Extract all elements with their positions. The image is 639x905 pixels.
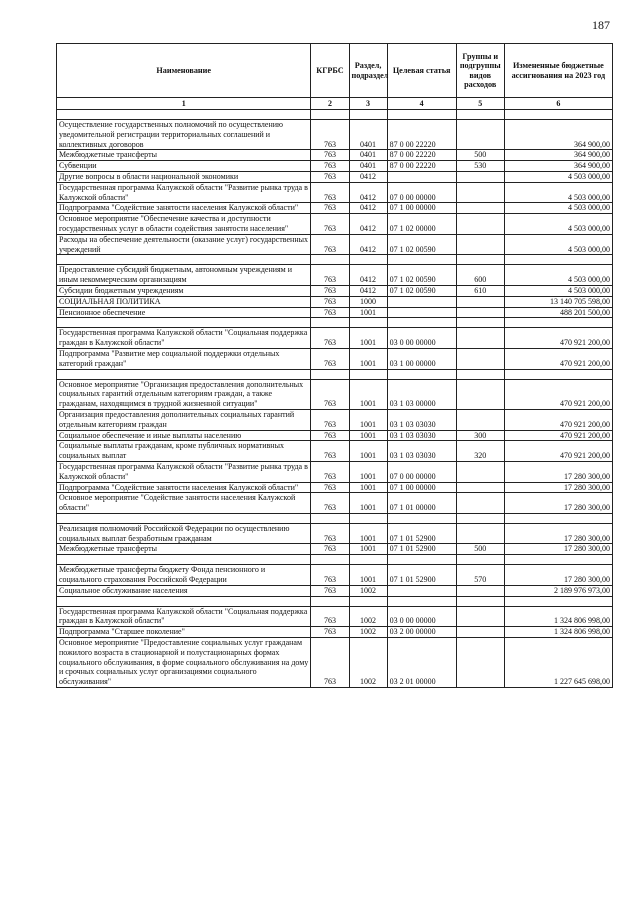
row-amount: 364 900,00 bbox=[504, 161, 612, 172]
spacer-cell bbox=[387, 596, 456, 606]
row-target: 07 1 02 00590 bbox=[387, 285, 456, 296]
row-amount: 4 503 000,00 bbox=[504, 234, 612, 255]
spacer-cell bbox=[57, 369, 311, 379]
row-name: Предоставление субсидий бюджетным, автономным учреждениям и иным некоммерческим организациям bbox=[57, 265, 311, 286]
row-name: Другие вопросы в области национальной экономики bbox=[57, 171, 311, 182]
row-name: СОЦИАЛЬНАЯ ПОЛИТИКА bbox=[57, 296, 311, 307]
row-group bbox=[456, 171, 504, 182]
row-group: 610 bbox=[456, 285, 504, 296]
row-group bbox=[456, 638, 504, 688]
table-row bbox=[57, 638, 613, 688]
table-row bbox=[57, 461, 613, 482]
row-name: Межбюджетные трансферты bbox=[57, 544, 311, 555]
row-group bbox=[456, 493, 504, 514]
row-section: 0412 bbox=[349, 203, 387, 214]
spacer-row bbox=[57, 110, 613, 120]
row-name: Государственная программа Калужской области "Социальная поддержка граждан в Калужской области" bbox=[57, 328, 311, 349]
row-kgrbs: 763 bbox=[311, 203, 349, 214]
row-name: Основное мероприятие "Содействие занятости населения Калужской области" bbox=[57, 493, 311, 514]
row-name: Подпрограмма "Старшее поколение" bbox=[57, 627, 311, 638]
row-kgrbs: 763 bbox=[311, 461, 349, 482]
table-row bbox=[57, 234, 613, 255]
spacer-cell bbox=[349, 555, 387, 565]
row-group bbox=[456, 379, 504, 409]
spacer-cell bbox=[387, 110, 456, 120]
spacer-cell bbox=[387, 369, 456, 379]
row-amount: 4 503 000,00 bbox=[504, 182, 612, 203]
table-row bbox=[57, 493, 613, 514]
row-target: 07 1 01 00000 bbox=[387, 493, 456, 514]
row-section: 0412 bbox=[349, 265, 387, 286]
row-group: 300 bbox=[456, 430, 504, 441]
table-row bbox=[57, 565, 613, 586]
spacer-cell bbox=[311, 110, 349, 120]
row-kgrbs: 763 bbox=[311, 430, 349, 441]
spacer-cell bbox=[349, 255, 387, 265]
row-group: 320 bbox=[456, 441, 504, 462]
column-number-row bbox=[57, 98, 613, 110]
row-name: Государственная программа Калужской области "Развитие рынка труда в Калужской области" bbox=[57, 461, 311, 482]
row-name: Организация предоставления дополнительных социальных гарантий отдельным категориям граждан bbox=[57, 409, 311, 430]
row-kgrbs: 763 bbox=[311, 265, 349, 286]
row-name: Межбюджетные трансферты bbox=[57, 150, 311, 161]
row-section: 1000 bbox=[349, 296, 387, 307]
row-target: 07 1 01 52900 bbox=[387, 544, 456, 555]
spacer-cell bbox=[456, 555, 504, 565]
row-amount: 2 189 976 973,00 bbox=[504, 585, 612, 596]
row-section: 1001 bbox=[349, 565, 387, 586]
row-group bbox=[456, 307, 504, 318]
spacer-cell bbox=[504, 255, 612, 265]
row-group bbox=[456, 214, 504, 235]
table-row bbox=[57, 627, 613, 638]
spacer-row bbox=[57, 369, 613, 379]
row-amount: 364 900,00 bbox=[504, 120, 612, 150]
row-target: 03 1 03 00000 bbox=[387, 379, 456, 409]
spacer-cell bbox=[504, 369, 612, 379]
row-name: Государственная программа Калужской области "Социальная поддержка граждан в Калужской области" bbox=[57, 606, 311, 627]
row-section: 0401 bbox=[349, 161, 387, 172]
table-row bbox=[57, 585, 613, 596]
row-target bbox=[387, 307, 456, 318]
row-name: Подпрограмма "Содействие занятости населения Калужской области" bbox=[57, 203, 311, 214]
row-group: 500 bbox=[456, 544, 504, 555]
column-number: 6 bbox=[504, 98, 612, 110]
row-name: Основное мероприятие "Организация предоставления дополнительных социальных гарантий отдельным категориям граждан, а также гражданам, находящимся в трудной жизненной ситуации" bbox=[57, 379, 311, 409]
row-section: 0401 bbox=[349, 120, 387, 150]
spacer-cell bbox=[311, 369, 349, 379]
row-section: 1002 bbox=[349, 627, 387, 638]
header-groups: Группы и подгруппы видов расходов bbox=[456, 44, 504, 98]
row-target: 07 1 01 52900 bbox=[387, 565, 456, 586]
row-section: 0412 bbox=[349, 285, 387, 296]
row-name: Субвенции bbox=[57, 161, 311, 172]
table-row bbox=[57, 203, 613, 214]
row-amount: 1 324 806 998,00 bbox=[504, 627, 612, 638]
row-section: 1001 bbox=[349, 461, 387, 482]
row-name: Социальные выплаты гражданам, кроме публичных нормативных социальных выплат bbox=[57, 441, 311, 462]
row-name: Пенсионное обеспечение bbox=[57, 307, 311, 318]
spacer-cell bbox=[387, 255, 456, 265]
table-row bbox=[57, 265, 613, 286]
spacer-cell bbox=[504, 555, 612, 565]
spacer-cell bbox=[57, 318, 311, 328]
spacer-cell bbox=[504, 513, 612, 523]
row-group bbox=[456, 523, 504, 544]
row-amount: 17 280 300,00 bbox=[504, 565, 612, 586]
row-name: Межбюджетные трансферты бюджету Фонда пенсионного и социального страхования Российской Федерации bbox=[57, 565, 311, 586]
row-amount: 470 921 200,00 bbox=[504, 328, 612, 349]
row-kgrbs: 763 bbox=[311, 565, 349, 586]
column-number: 4 bbox=[387, 98, 456, 110]
row-kgrbs: 763 bbox=[311, 544, 349, 555]
row-target: 03 1 03 03030 bbox=[387, 409, 456, 430]
spacer-cell bbox=[456, 110, 504, 120]
table-row bbox=[57, 307, 613, 318]
row-amount: 4 503 000,00 bbox=[504, 265, 612, 286]
row-group bbox=[456, 627, 504, 638]
row-kgrbs: 763 bbox=[311, 171, 349, 182]
row-name: Основное мероприятие "Предоставление социальных услуг гражданам пожилого возраста в стационарной и полустационарных формах социального обслуживания, в форме социального обслуживания на дому и срочных социальных услуг организациями социального обслуживания" bbox=[57, 638, 311, 688]
row-target: 07 0 00 00000 bbox=[387, 182, 456, 203]
table-row bbox=[57, 328, 613, 349]
row-kgrbs: 763 bbox=[311, 214, 349, 235]
row-section: 1001 bbox=[349, 441, 387, 462]
spacer-cell bbox=[57, 596, 311, 606]
header-section: Раздел, подраздел bbox=[349, 44, 387, 98]
row-amount: 17 280 300,00 bbox=[504, 544, 612, 555]
row-kgrbs: 763 bbox=[311, 627, 349, 638]
row-section: 1001 bbox=[349, 430, 387, 441]
row-group bbox=[456, 482, 504, 493]
row-group bbox=[456, 585, 504, 596]
row-amount: 4 503 000,00 bbox=[504, 214, 612, 235]
spacer-cell bbox=[311, 318, 349, 328]
row-target: 03 2 01 00000 bbox=[387, 638, 456, 688]
row-group bbox=[456, 461, 504, 482]
row-target: 07 1 02 00590 bbox=[387, 265, 456, 286]
row-amount: 470 921 200,00 bbox=[504, 441, 612, 462]
row-kgrbs: 763 bbox=[311, 523, 349, 544]
row-target: 07 1 00 00000 bbox=[387, 482, 456, 493]
row-target bbox=[387, 296, 456, 307]
row-kgrbs: 763 bbox=[311, 328, 349, 349]
header-kgrbs: КГРБС bbox=[311, 44, 349, 98]
spacer-cell bbox=[349, 110, 387, 120]
row-target: 07 0 00 00000 bbox=[387, 461, 456, 482]
spacer-cell bbox=[504, 596, 612, 606]
table-row bbox=[57, 606, 613, 627]
spacer-row bbox=[57, 255, 613, 265]
row-group bbox=[456, 606, 504, 627]
row-target: 87 0 00 22220 bbox=[387, 120, 456, 150]
row-amount: 1 227 645 698,00 bbox=[504, 638, 612, 688]
column-number: 1 bbox=[57, 98, 311, 110]
spacer-cell bbox=[349, 369, 387, 379]
spacer-row bbox=[57, 513, 613, 523]
row-kgrbs: 763 bbox=[311, 307, 349, 318]
spacer-cell bbox=[57, 555, 311, 565]
spacer-cell bbox=[57, 255, 311, 265]
header-name: Наименование bbox=[57, 44, 311, 98]
row-amount: 470 921 200,00 bbox=[504, 348, 612, 369]
row-amount: 364 900,00 bbox=[504, 150, 612, 161]
table-row bbox=[57, 161, 613, 172]
row-amount: 17 280 300,00 bbox=[504, 523, 612, 544]
row-section: 1001 bbox=[349, 523, 387, 544]
spacer-row bbox=[57, 596, 613, 606]
spacer-cell bbox=[349, 513, 387, 523]
row-amount: 488 201 500,00 bbox=[504, 307, 612, 318]
spacer-cell bbox=[311, 555, 349, 565]
row-target: 87 0 00 22220 bbox=[387, 150, 456, 161]
spacer-cell bbox=[349, 596, 387, 606]
table-row bbox=[57, 482, 613, 493]
row-group: 600 bbox=[456, 265, 504, 286]
row-amount: 470 921 200,00 bbox=[504, 409, 612, 430]
row-amount: 4 503 000,00 bbox=[504, 285, 612, 296]
row-target: 07 1 01 52900 bbox=[387, 523, 456, 544]
table-row bbox=[57, 120, 613, 150]
spacer-cell bbox=[456, 596, 504, 606]
row-group bbox=[456, 328, 504, 349]
row-section: 1001 bbox=[349, 409, 387, 430]
row-section: 0412 bbox=[349, 214, 387, 235]
row-section: 1002 bbox=[349, 585, 387, 596]
spacer-cell bbox=[504, 110, 612, 120]
row-kgrbs: 763 bbox=[311, 379, 349, 409]
row-name: Социальное обеспечение и иные выплаты населению bbox=[57, 430, 311, 441]
row-section: 1001 bbox=[349, 307, 387, 318]
table-row bbox=[57, 150, 613, 161]
header-amount: Измененные бюджетные ассигнования на 2023 год bbox=[504, 44, 612, 98]
row-group bbox=[456, 120, 504, 150]
row-amount: 17 280 300,00 bbox=[504, 461, 612, 482]
table-row bbox=[57, 214, 613, 235]
spacer-cell bbox=[311, 513, 349, 523]
spacer-row bbox=[57, 318, 613, 328]
table-row bbox=[57, 441, 613, 462]
row-name: Реализация полномочий Российской Федерации по осуществлению социальных выплат безработным гражданам bbox=[57, 523, 311, 544]
spacer-cell bbox=[349, 318, 387, 328]
row-section: 1002 bbox=[349, 606, 387, 627]
row-amount: 4 503 000,00 bbox=[504, 171, 612, 182]
spacer-cell bbox=[504, 318, 612, 328]
row-name: Социальное обслуживание населения bbox=[57, 585, 311, 596]
row-target: 03 0 00 00000 bbox=[387, 328, 456, 349]
spacer-cell bbox=[57, 513, 311, 523]
row-target bbox=[387, 171, 456, 182]
table-row bbox=[57, 409, 613, 430]
spacer-cell bbox=[456, 513, 504, 523]
row-kgrbs: 763 bbox=[311, 348, 349, 369]
table-header-row bbox=[57, 44, 613, 98]
row-kgrbs: 763 bbox=[311, 150, 349, 161]
row-target: 03 0 00 00000 bbox=[387, 606, 456, 627]
row-amount: 4 503 000,00 bbox=[504, 203, 612, 214]
row-group bbox=[456, 182, 504, 203]
spacer-cell bbox=[387, 555, 456, 565]
table-row bbox=[57, 523, 613, 544]
table-row bbox=[57, 348, 613, 369]
row-kgrbs: 763 bbox=[311, 161, 349, 172]
spacer-cell bbox=[456, 369, 504, 379]
row-group bbox=[456, 296, 504, 307]
spacer-row bbox=[57, 555, 613, 565]
row-target: 07 1 00 00000 bbox=[387, 203, 456, 214]
row-target: 03 1 03 03030 bbox=[387, 430, 456, 441]
row-amount: 470 921 200,00 bbox=[504, 430, 612, 441]
row-section: 1001 bbox=[349, 482, 387, 493]
row-section: 1001 bbox=[349, 328, 387, 349]
row-name: Осуществление государственных полномочий по осуществлению уведомительной регистрации территориальных соглашений и коллективных договоров bbox=[57, 120, 311, 150]
row-group: 530 bbox=[456, 161, 504, 172]
row-group: 500 bbox=[456, 150, 504, 161]
table-row bbox=[57, 296, 613, 307]
row-name: Субсидии бюджетным учреждениям bbox=[57, 285, 311, 296]
row-target: 07 1 02 00000 bbox=[387, 214, 456, 235]
column-number: 5 bbox=[456, 98, 504, 110]
row-section: 0412 bbox=[349, 182, 387, 203]
header-target: Целевая статья bbox=[387, 44, 456, 98]
spacer-cell bbox=[311, 596, 349, 606]
row-amount: 17 280 300,00 bbox=[504, 482, 612, 493]
row-group bbox=[456, 234, 504, 255]
table-row bbox=[57, 171, 613, 182]
row-amount: 470 921 200,00 bbox=[504, 379, 612, 409]
row-amount: 13 140 705 598,00 bbox=[504, 296, 612, 307]
row-group bbox=[456, 348, 504, 369]
table-row bbox=[57, 379, 613, 409]
row-name: Основное мероприятие "Обеспечение качества и доступности государственных услуг в области содействия занятости населения" bbox=[57, 214, 311, 235]
row-section: 0401 bbox=[349, 150, 387, 161]
spacer-cell bbox=[57, 110, 311, 120]
row-kgrbs: 763 bbox=[311, 482, 349, 493]
spacer-cell bbox=[387, 513, 456, 523]
row-kgrbs: 763 bbox=[311, 493, 349, 514]
table-row bbox=[57, 430, 613, 441]
row-name: Государственная программа Калужской области "Развитие рынка труда в Калужской области" bbox=[57, 182, 311, 203]
table-row bbox=[57, 285, 613, 296]
row-section: 1001 bbox=[349, 379, 387, 409]
row-kgrbs: 763 bbox=[311, 638, 349, 688]
row-section: 1001 bbox=[349, 348, 387, 369]
column-number: 3 bbox=[349, 98, 387, 110]
row-target bbox=[387, 585, 456, 596]
row-name: Расходы на обеспечение деятельности (оказание услуг) государственных учреждений bbox=[57, 234, 311, 255]
row-section: 0412 bbox=[349, 234, 387, 255]
spacer-cell bbox=[387, 318, 456, 328]
row-target: 03 1 03 03030 bbox=[387, 441, 456, 462]
row-target: 03 2 00 00000 bbox=[387, 627, 456, 638]
row-kgrbs: 763 bbox=[311, 606, 349, 627]
row-group bbox=[456, 409, 504, 430]
row-kgrbs: 763 bbox=[311, 285, 349, 296]
spacer-cell bbox=[311, 255, 349, 265]
row-target: 07 1 02 00590 bbox=[387, 234, 456, 255]
row-kgrbs: 763 bbox=[311, 441, 349, 462]
row-target: 87 0 00 22220 bbox=[387, 161, 456, 172]
spacer-cell bbox=[456, 318, 504, 328]
row-kgrbs: 763 bbox=[311, 234, 349, 255]
row-section: 0412 bbox=[349, 171, 387, 182]
row-name: Подпрограмма "Содействие занятости населения Калужской области" bbox=[57, 482, 311, 493]
spacer-cell bbox=[456, 255, 504, 265]
row-group: 570 bbox=[456, 565, 504, 586]
row-kgrbs: 763 bbox=[311, 296, 349, 307]
row-section: 1001 bbox=[349, 493, 387, 514]
row-kgrbs: 763 bbox=[311, 120, 349, 150]
row-kgrbs: 763 bbox=[311, 182, 349, 203]
row-target: 03 1 00 00000 bbox=[387, 348, 456, 369]
row-amount: 17 280 300,00 bbox=[504, 493, 612, 514]
row-section: 1002 bbox=[349, 638, 387, 688]
table-row bbox=[57, 544, 613, 555]
column-number: 2 bbox=[311, 98, 349, 110]
row-amount: 1 324 806 998,00 bbox=[504, 606, 612, 627]
table-row bbox=[57, 182, 613, 203]
row-kgrbs: 763 bbox=[311, 585, 349, 596]
row-kgrbs: 763 bbox=[311, 409, 349, 430]
budget-table bbox=[56, 43, 613, 688]
row-name: Подпрограмма "Развитие мер социальной поддержки отдельных категорий граждан" bbox=[57, 348, 311, 369]
page-number: 187 bbox=[592, 18, 610, 32]
row-group bbox=[456, 203, 504, 214]
row-section: 1001 bbox=[349, 544, 387, 555]
